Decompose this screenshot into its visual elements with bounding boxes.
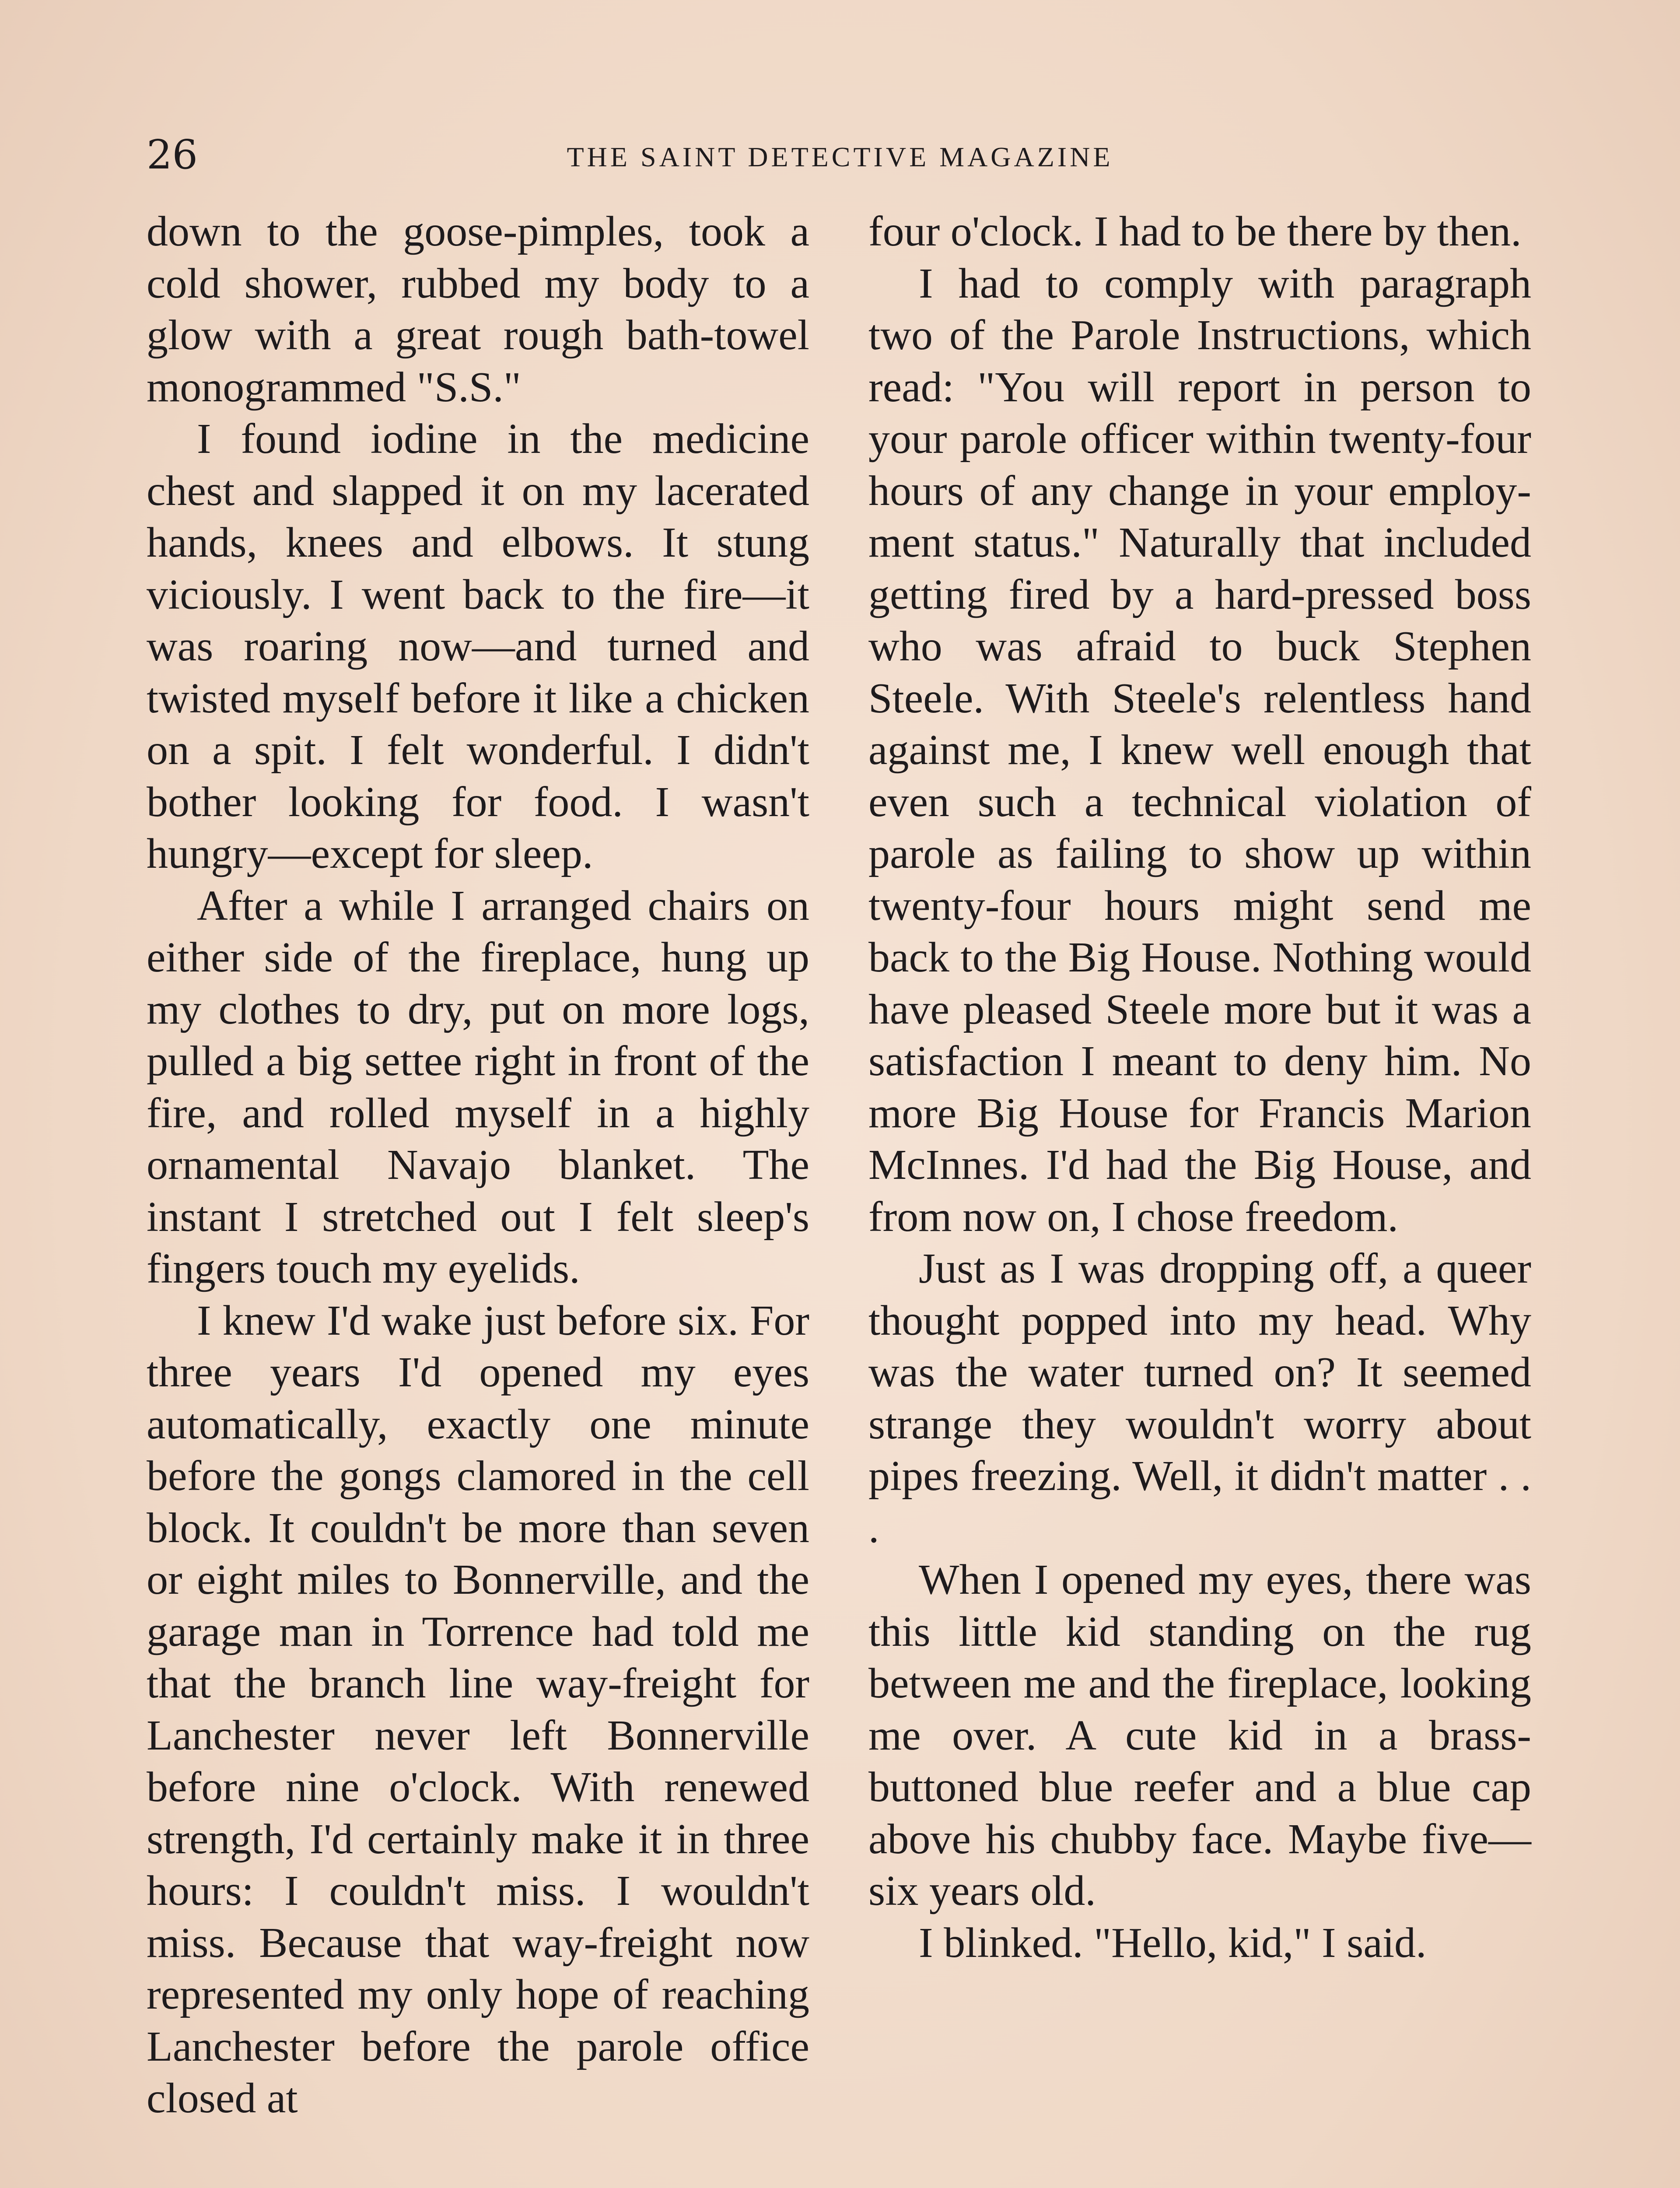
paragraph: I had to comply with paragraph two of the Parole Instructions, which read: "You will report in person to your parole officer within twenty-four hours of any change in your employment status." Naturally that included getting fired by a hard-pressed boss who was afraid to buck Stephen Steele. With Steele's relentless hand against me, I knew well enough that even such a technical violation of parole as failing to show up within twenty-four hours might send me back to the Big House. Nothing would have pleased Steele more but it was a satisfaction I meant to deny him. No more Big House for Francis Marion McInnes. I'd had the Big House, and from now on, I chose freedom. [868, 259, 1531, 1241]
paragraph: Just as I was dropping off, a queer thought popped into my head. Why was the water turned on? It seemed strange they wouldn't worry about pipes freezing. Well, it didn't matter . . . [868, 1245, 1531, 1552]
paragraph: I knew I'd wake just before six. For three years I'd opened my eyes automatically, exactly one minute before the gongs clamored in the cell block. It couldn't be more than seven or eight miles to Bonnerville, and the garage man in Torrence had told me that the branch line way-freight for Lanchester never left Bonnerville before nine o'clock. With renewed strength, I'd certainly make it in three hours: I couldn't miss. I wouldn't miss. Because that way-freight now represented my only hope of reaching Lanchester before the parole office closed at [147, 1297, 809, 2122]
text-column-right [868, 206, 1531, 1969]
magazine-title: THE SAINT DETECTIVE MAGAZINE [567, 141, 1113, 172]
text-column-left [147, 206, 809, 2125]
paragraph: four o'clock. I had to be there by then. [868, 208, 1522, 255]
paragraph: I blinked. "Hello, kid," I said. [919, 1919, 1427, 1967]
page-number: 26 [147, 131, 198, 178]
paragraph: When I opened my eyes, there was this little kid standing on the rug between me and the fireplace, looking me over. A cute kid in a brass-buttoned blue reefer and a blue cap above his chubby face. Maybe five—six years old. [868, 1556, 1531, 1914]
running-head [147, 131, 1533, 179]
paragraph: I found iodine in the medicine chest and slapped it on my lacerated hands, knees and elbows. It stung viciously. I went back to the fire—it was roaring now—and turned and twisted myself before it like a chicken on a spit. I felt wonderful. I didn't bother looking for food. I wasn't hungry—except for sleep. [147, 415, 809, 877]
paragraph: After a while I arranged chairs on either side of the fireplace, hung up my clothes to dry, put on more logs, pulled a big settee right in front of the fire, and rolled myself in a highly ornamental Navajo blanket. The instant I stretched out I felt sleep's fingers touch my eyelids. [147, 882, 809, 1292]
paragraph: down to the goose-pimples, took a cold shower, rubbed my body to a glow with a great rough bath-towel monogrammed "S.S." [147, 208, 809, 411]
